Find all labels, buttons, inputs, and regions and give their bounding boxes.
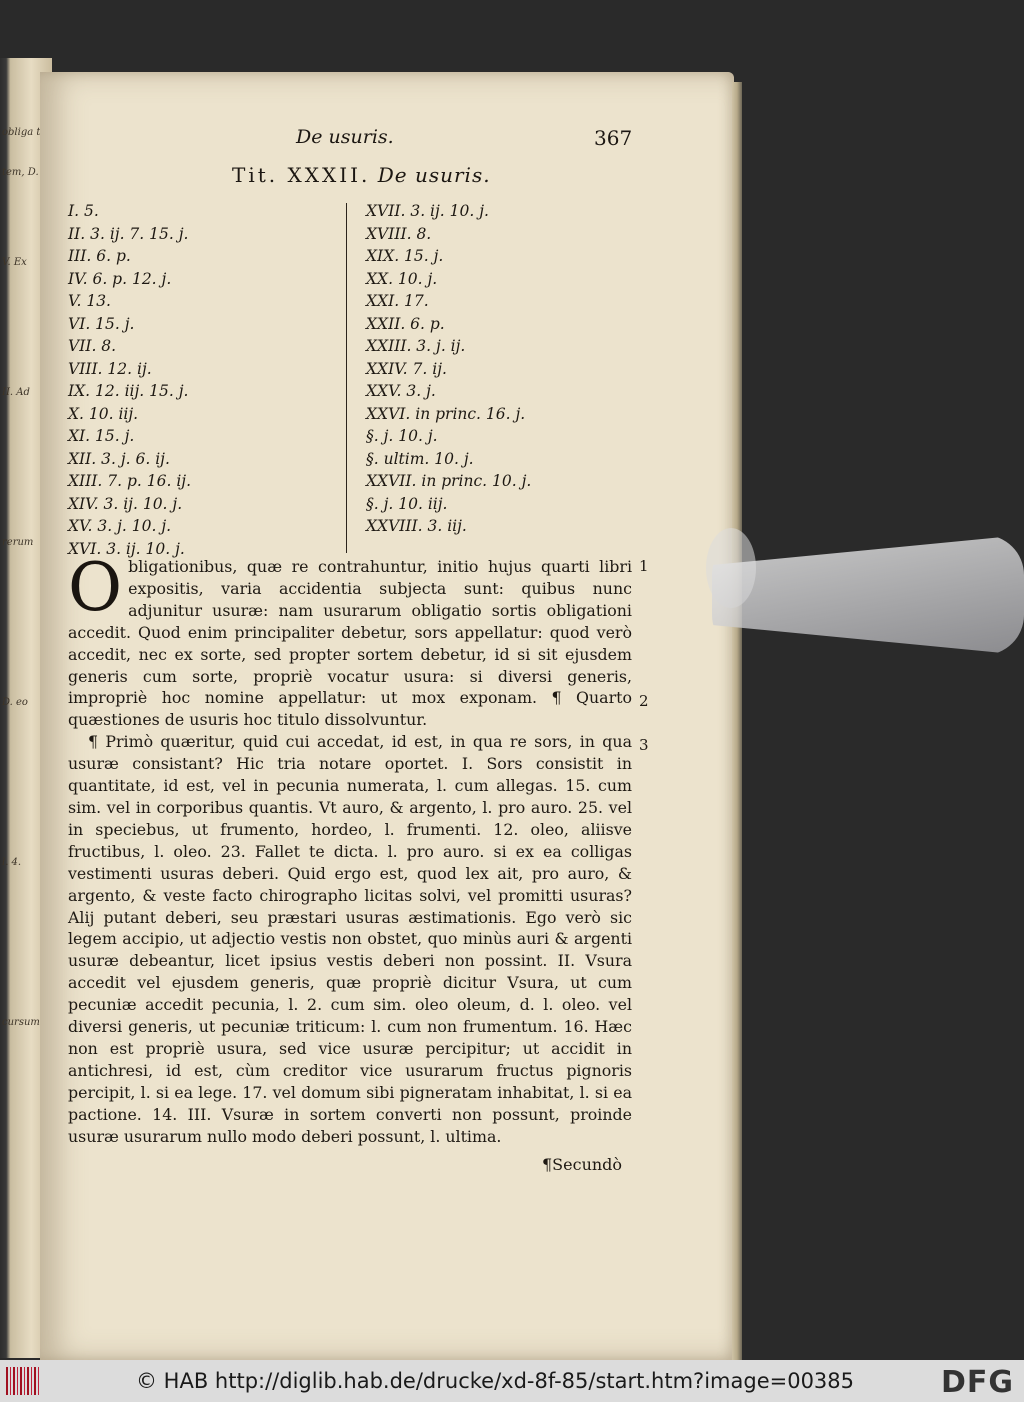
index-entry: X. 10. iij. (68, 404, 139, 423)
index-entry: XXI. 17. (366, 292, 429, 310)
margin-number: 3 (639, 736, 649, 754)
index-entry: XVI. 3. ij. 10. j. (68, 539, 185, 558)
hab-logo-icon (6, 1367, 40, 1395)
index-entry: VI. 15. j. (68, 314, 135, 333)
title-number: Tit. XXXII. (232, 163, 371, 187)
margin-number: 2 (639, 692, 649, 710)
index-entry: §. j. 10. j. (366, 427, 438, 445)
title-text: De usuris. (377, 163, 491, 187)
index-entry: VII. 8. (68, 337, 117, 355)
index-entry: II. 3. ij. 7. 15. j. (68, 224, 189, 243)
index-entry: XXV. 3. j. (366, 382, 436, 400)
index-entry: VIII. 12. ij. (68, 359, 152, 378)
index-column-right (366, 200, 531, 538)
index-entry: XXVI. in princ. 16. j. (366, 404, 526, 423)
index-entry: XI. 15. j. (68, 427, 135, 445)
section-title (232, 163, 491, 187)
index-entry: XII. 3. j. 6. ij. (68, 449, 170, 468)
margin-number: 1 (639, 557, 649, 575)
facing-page-edge: obliga t tem, D. V. Ex II. Ad rerum D. eo l. 4. cursum (0, 58, 52, 1358)
index-entry: XXIV. 7. ij. (366, 359, 447, 378)
index-entry: XVII. 3. ij. 10. j. (366, 202, 489, 220)
page-number: 367 (594, 126, 633, 150)
index-entry: XXIII. 3. j. ij. (366, 337, 466, 355)
index-entry: XV. 3. j. 10. j. (68, 517, 172, 535)
index-column-left (68, 200, 191, 560)
body-text (68, 549, 632, 1147)
index-entry: IX. 12. iij. 15. j. (68, 382, 189, 400)
column-rule (346, 203, 347, 553)
index-entry: §. j. 10. iij. (366, 494, 448, 513)
index-entry: I. 5. (68, 202, 99, 220)
index-entry: XXII. 6. p. (366, 314, 445, 333)
index-entry: V. 13. (68, 292, 111, 310)
index-entry: XXVIII. 3. iij. (366, 517, 467, 535)
drop-capital: O (68, 549, 123, 626)
paragraph-1-text: bligationibus, quæ re contrahuntur, initio hujus quarti libri expositis, varia accidentia subjecta sunt: quibus nunc adjunitur usuræ: nam usurarum obligatio sortis obligationi accedit. Quod enim principaliter debetur, sors appellatur: quod verò accedit, nec ex sorte, sed propter sortem debetur, id si sit ejusdem generis cum sorte, propriè vocatur usura: si diversi generis, impropriè hoc nomine appellatur: ut mox exponam. ¶ Quarto quæstiones de usuris hoc titulo dissolvuntur. (68, 557, 632, 730)
index-entry: §. ultim. 10. j. (366, 449, 474, 468)
dfg-logo: DFG (940, 1365, 1014, 1400)
index-entry: III. 6. p. (68, 247, 131, 265)
paragraph-2: ¶ Primò quæritur, quid cui accedat, id est, in qua re sors, in qua usuræ consistant? Hic tria notare oportet. I. Sors consistit in quantitate, id est, vel in pecunia numerata, l. cum allegas. 15. cum sim. vel in corporibus quantis. Vt auro, & argento, l. pro auro. 25. vel in speciebus, ut frumento, hordeo, l. frumenti. 12. oleo, aliisve fructibus, l. oleo. 23. Fallet te dicta. l. pro auro. si ex ea colligas vestimenti usuras deberi. Quid ergo est, quod lex ait, pro auro, & argento, & veste facto chirographo licitas solvi, vel promitti usuras? Alij putant deberi, seu præstari usuras æstimationis. Ego verò sic legem accipio, ut adjectio vestis non obstet, quo minùs auri & argenti usuræ debeantur, licet ipsius vestis deberi non possint. II. Vsura accedit vel ejusdem generis, quæ propriè dicitur Vsura, ut cum pecuniæ accedit pecunia, l. 2. cum sim. oleo oleum, d. l. oleo. vel diversi generis, ut pecuniæ triticum: l. cum non frumentum. 16. Hæc non est propriè usura, sed vice usuræ percipitur; ut accidit in antichresi, id est, cùm creditor vice usurarum fructus pignoris percipit, l. si ea lege. 17. vel domum sibi pigneratam inhabitat, l. si ea pactione. 14. III. Vsuræ in sortem converti non possunt, proinde usuræ usurarum nullo modo deberi possunt, l. ultima. (68, 732, 632, 1146)
index-entry: XVIII. 8. (366, 224, 432, 243)
viewer-footer (0, 1360, 1024, 1402)
index-entry: XIX. 15. j. (366, 247, 444, 265)
paragraph-1 (68, 549, 632, 731)
page-edge (732, 82, 742, 1360)
source-link[interactable]: © HAB http://diglib.hab.de/drucke/xd-8f-85/start.htm?image=00385 (136, 1369, 855, 1393)
index-entry: XX. 10. j. (366, 269, 438, 288)
index-entry: XXVII. in princ. 10. j. (366, 472, 532, 490)
running-head: De usuris. (296, 126, 394, 148)
index-entry: XIV. 3. ij. 10. j. (68, 494, 183, 513)
index-entry: XIII. 7. p. 16. ij. (68, 472, 192, 490)
index-entry: IV. 6. p. 12. j. (68, 269, 172, 288)
catchword: ¶Secundò (542, 1155, 623, 1174)
